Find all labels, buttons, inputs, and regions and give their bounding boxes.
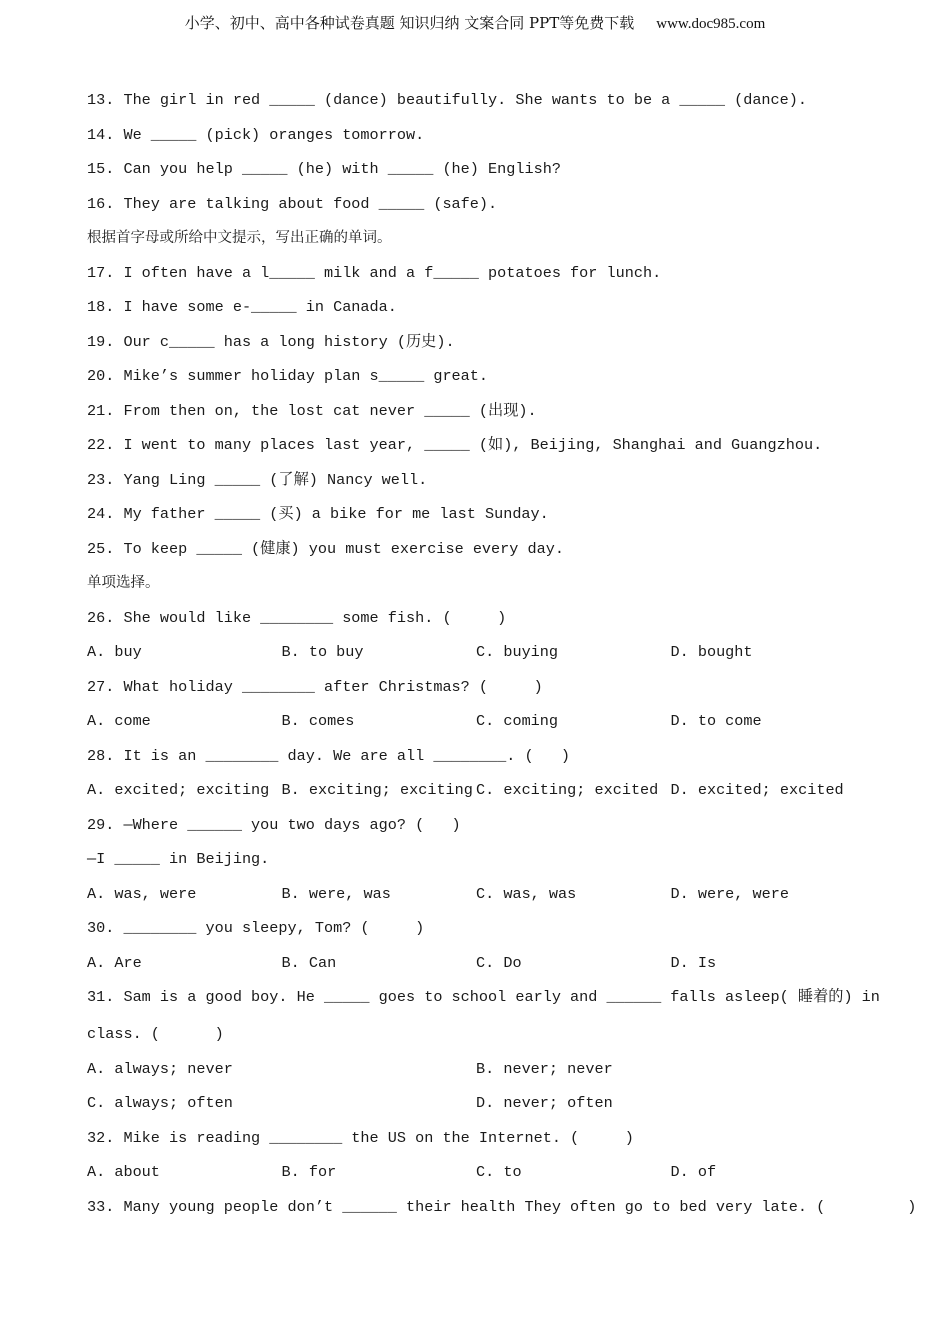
option-a: A. was, were: [87, 884, 197, 903]
question-22: 22. I went to many places last year, _____ (如), Beijing, Shanghai and Guangzhou.: [87, 436, 823, 454]
question-31: 31. Sam is a good boy. He _____ goes to school early and ______ falls asleep( 睡着的) in: [87, 988, 880, 1006]
question-15: 15. Can you help _____ (he) with _____ (he) English?: [87, 160, 561, 178]
question-21: 21. From then on, the lost cat never _____ (出现).: [87, 401, 537, 420]
question-13: 13. The girl in red _____ (dance) beautifully. She wants to be a _____ (dance).: [87, 91, 808, 109]
question-29: 29. —Where ______ you two days ago? ( ): [87, 815, 461, 834]
header-text: 小学、初中、高中各种试卷真题 知识归纳 文案合同 PPT等免费下载: [184, 14, 635, 32]
header-site-link[interactable]: www.doc985.com: [656, 16, 766, 32]
option-a: A. come: [87, 712, 151, 730]
question-23: 23. Yang Ling _____ (了解) Nancy well.: [87, 470, 428, 489]
question-18: 18. I have some e-_____ in Canada.: [87, 298, 397, 316]
option-c: C. exciting; excited: [476, 781, 659, 799]
question-29-response: —I _____ in Beijing.: [87, 850, 270, 868]
option-c: C. to: [476, 1163, 522, 1181]
option-d: D. excited; excited: [670, 781, 844, 799]
question-24: 24. My father _____ (买) a bike for me last Sunday.: [87, 505, 549, 523]
option-c: C. coming: [476, 712, 559, 730]
section-title-word-spelling: 根据首字母或所给中文提示，写出正确的单词。: [87, 230, 392, 246]
option-d: D. never; often: [476, 1094, 613, 1112]
question-31-options-row2: [87, 1090, 867, 1125]
option-b: B. exciting; exciting: [281, 781, 473, 799]
option-b: B. never; never: [476, 1059, 613, 1078]
question-20: 20. Mike’s summer holiday plan s_____ great.: [87, 367, 489, 385]
question-27-options: [87, 708, 867, 743]
question-27: 27. What holiday ________ after Christmas? ( ): [87, 677, 543, 696]
question-32-options: [87, 1159, 867, 1194]
question-32: 32. Mike is reading ________ the US on the Internet. ( ): [87, 1128, 634, 1147]
question-17: 17. I often have a l_____ milk and a f_____ potatoes for lunch.: [87, 263, 662, 282]
question-25: 25. To keep _____ (健康) you must exercise every day.: [87, 539, 564, 558]
question-16: 16. They are talking about food _____ (safe).: [87, 194, 498, 213]
question-28: 28. It is an ________ day. We are all ________. ( ): [87, 746, 571, 765]
option-c: C. buying: [476, 643, 559, 661]
question-28-options: [87, 777, 867, 812]
option-d: D. to come: [670, 712, 762, 730]
question-33: 33. Many young people don’t ______ their health They often go to bed very late. ( ): [87, 1197, 917, 1216]
option-b: B. for: [281, 1163, 337, 1181]
question-14: 14. We _____ (pick) oranges tomorrow.: [87, 125, 425, 144]
option-d: D. Is: [670, 953, 717, 972]
question-19: 19. Our c_____ has a long history (历史).: [87, 332, 455, 351]
option-a: A. Are: [87, 953, 142, 972]
question-29-options: [87, 881, 867, 916]
option-c: C. always; often: [87, 1094, 233, 1112]
document-body: [87, 87, 917, 1228]
option-a: A. buy: [87, 643, 142, 661]
option-d: D. bought: [670, 643, 753, 661]
section-title-multiple-choice: 单项选择。: [87, 575, 160, 591]
question-31-options-row1: [87, 1056, 867, 1091]
option-c: C. was, was: [476, 884, 577, 903]
option-b: B. Can: [281, 953, 337, 972]
question-26: 26. She would like ________ some fish. ( ): [87, 608, 507, 627]
question-26-options: [87, 639, 867, 674]
option-a: A. excited; exciting: [87, 781, 270, 799]
option-a: A. always; never: [87, 1059, 233, 1078]
option-b: B. were, was: [281, 884, 391, 903]
option-d: D. were, were: [670, 884, 789, 903]
option-d: D. of: [670, 1163, 717, 1181]
page-header: [0, 12, 950, 33]
option-b: B. to buy: [281, 643, 364, 661]
question-30: 30. ________ you sleepy, Tom? ( ): [87, 919, 425, 937]
option-c: C. Do: [476, 953, 522, 972]
question-31-continued: class. ( ): [87, 1025, 224, 1043]
question-30-options: [87, 950, 867, 985]
option-a: A. about: [87, 1163, 160, 1181]
option-b: B. comes: [281, 712, 355, 730]
